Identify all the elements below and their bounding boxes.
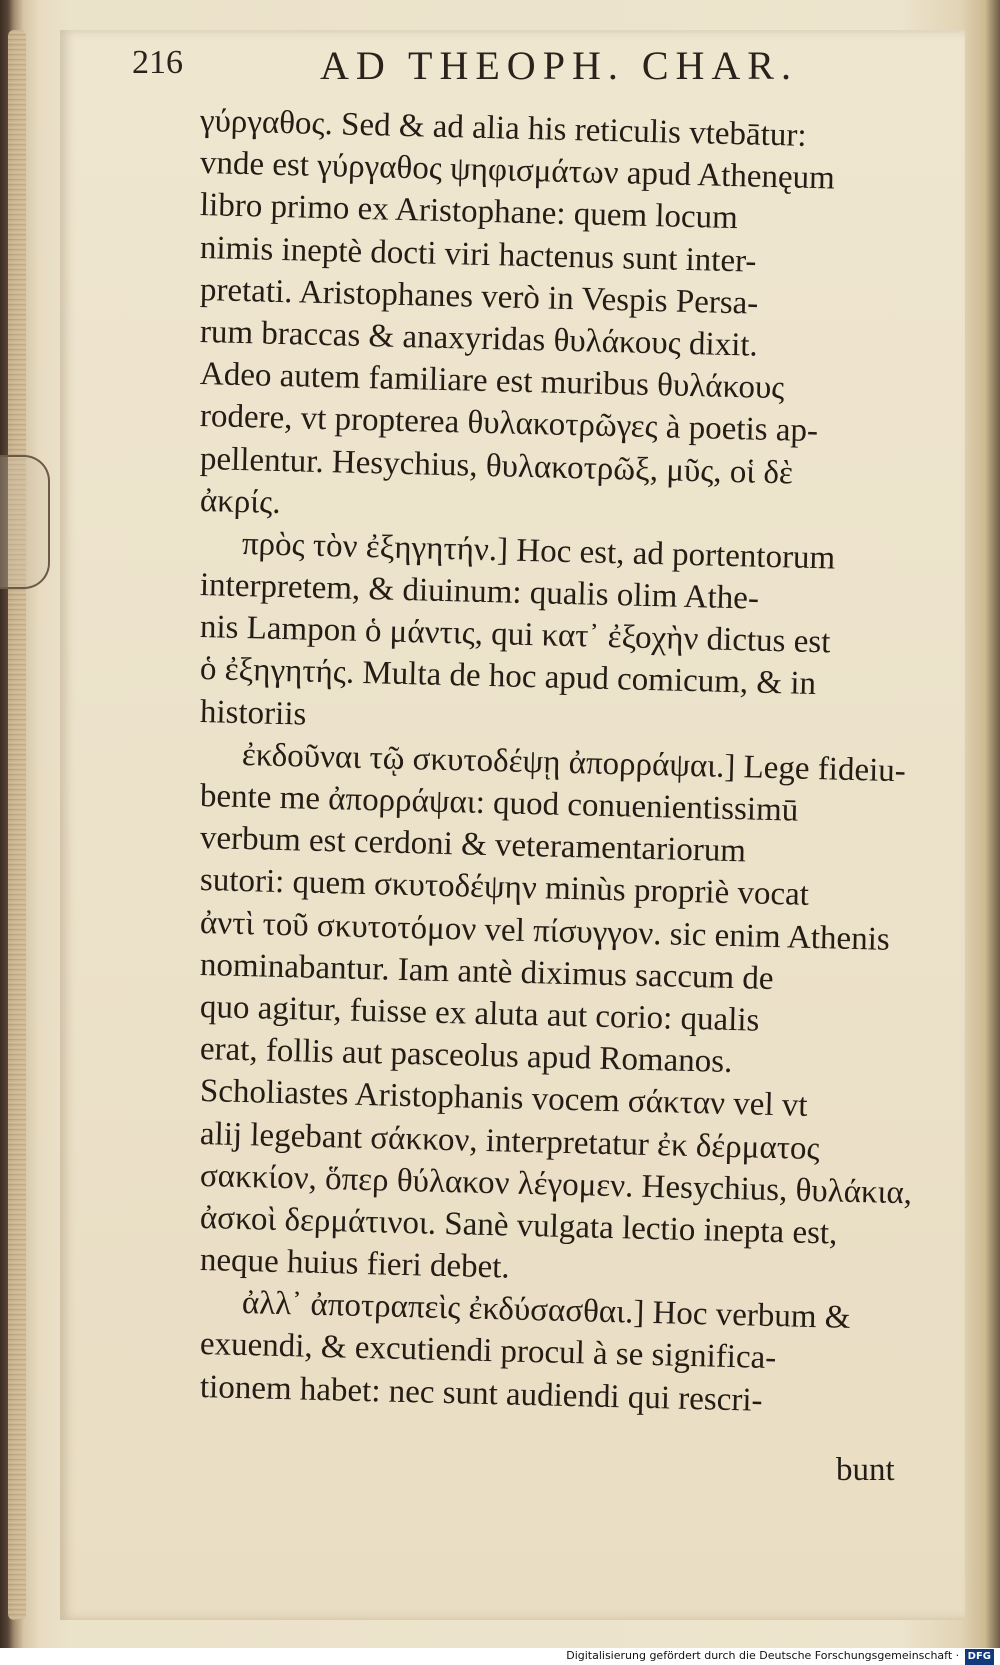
text-line: ἐκδοῦναι τῷ σκυτοδέψῃ ἀπορράψαι.] Lege fideiu- [241,736,907,790]
running-head: AD THEOPH. CHAR. [320,43,798,88]
text-line: exuendi, & excutiendi procul à se significa- [199,1326,777,1377]
text-line: γύργαθος. Sed & ad alia his reticulis vtebātur: [199,103,807,154]
dfg-logo: DFG [965,1649,994,1665]
page-number: 216 [132,44,183,81]
text-line: ἀσκοὶ δερμάτινοι. Sanè vulgata lectio inepta est, [199,1199,838,1252]
page-edges [8,30,26,1620]
text-line: Scholiastes Aristophanis vocem σάκταν vel vt [199,1073,808,1125]
text-line: alij legebant σάκκον, interpretatur ἐκ δέρματος [199,1115,820,1167]
text-line: Adeo autem familiare est muribus θυλάκους [199,356,785,407]
text-line: neque huius fieri debet. [199,1242,511,1286]
text-line: rodere, vt propterea θυλακοτρῶγες à poetis ap- [199,398,819,450]
text-line: sutori: quem σκυτοδέψην minùs propriè vocat [199,862,810,914]
text-line: ἀντὶ τοῦ σκυτοτόμον vel πίσυγγον. sic enim Athenis [199,904,891,958]
text-line: pretati. Aristophanes verò in Vespis Persa- [199,271,759,322]
text-line: nis Lampon ὁ μάντις, qui κατ᾽ ἐξοχὴν dictus est [199,609,831,661]
text-line: ὁ ἐξηγητής. Multa de hoc apud comicum, & in [199,651,817,703]
text-line: ἀκρίς. [199,482,282,521]
text-line: tionem habet: nec sunt audiendi qui rescri- [199,1368,763,1419]
catchword: bunt [836,1452,895,1488]
text-line: bente me ἀπορράψαι: quod conuenientissimū [199,778,799,829]
text-line: vnde est γύργαθος ψηφισμάτων apud Athenęum [199,145,836,197]
text-line: verbum est cerdoni & veteramentariorum [199,820,747,870]
text-line: πρὸς τὸν ἐξηγητήν.] Hoc est, ad portentorum [241,525,836,577]
text-line: erat, follis aut pasceolus apud Romanos. [199,1031,733,1081]
body-text [199,100,920,1419]
text-line: interpretem, & diuinum: qualis olim Athe- [199,567,760,617]
text-line: nimis ineptè docti viri hactenus sunt inter- [199,229,757,280]
text-line: σακκίον, ὅπερ θύλακον λέγομεν. Hesychius, θυλάκια, [199,1157,913,1212]
page-tab-marker [0,455,50,589]
text-line: quo agitur, fuisse ex aluta aut corio: qualis [199,988,760,1039]
text-line: pellentur. Hesychius, θυλακοτρῶξ, μῦς, οἱ δὲ [199,440,794,491]
credit-text: Digitalisierung gefördert durch die Deutsche Forschungsgemeinschaft [566,1649,953,1662]
text-line: historiis [199,693,307,733]
text-line: libro primo ex Aristophane: quem locum [199,187,739,237]
digitization-credit: Digitalisierung gefördert durch die Deutsche Forschungsgemeinschaft · DFG [500,1648,994,1664]
text-line: ἀλλ᾽ ἀποτραπεὶς ἐκδύσασθαι.] Hoc verbum & [241,1285,851,1337]
text-line: nominabantur. Iam antè diximus saccum de [199,946,774,997]
text-line: rum braccas & anaxyridas θυλάκους dixit. [199,313,759,364]
